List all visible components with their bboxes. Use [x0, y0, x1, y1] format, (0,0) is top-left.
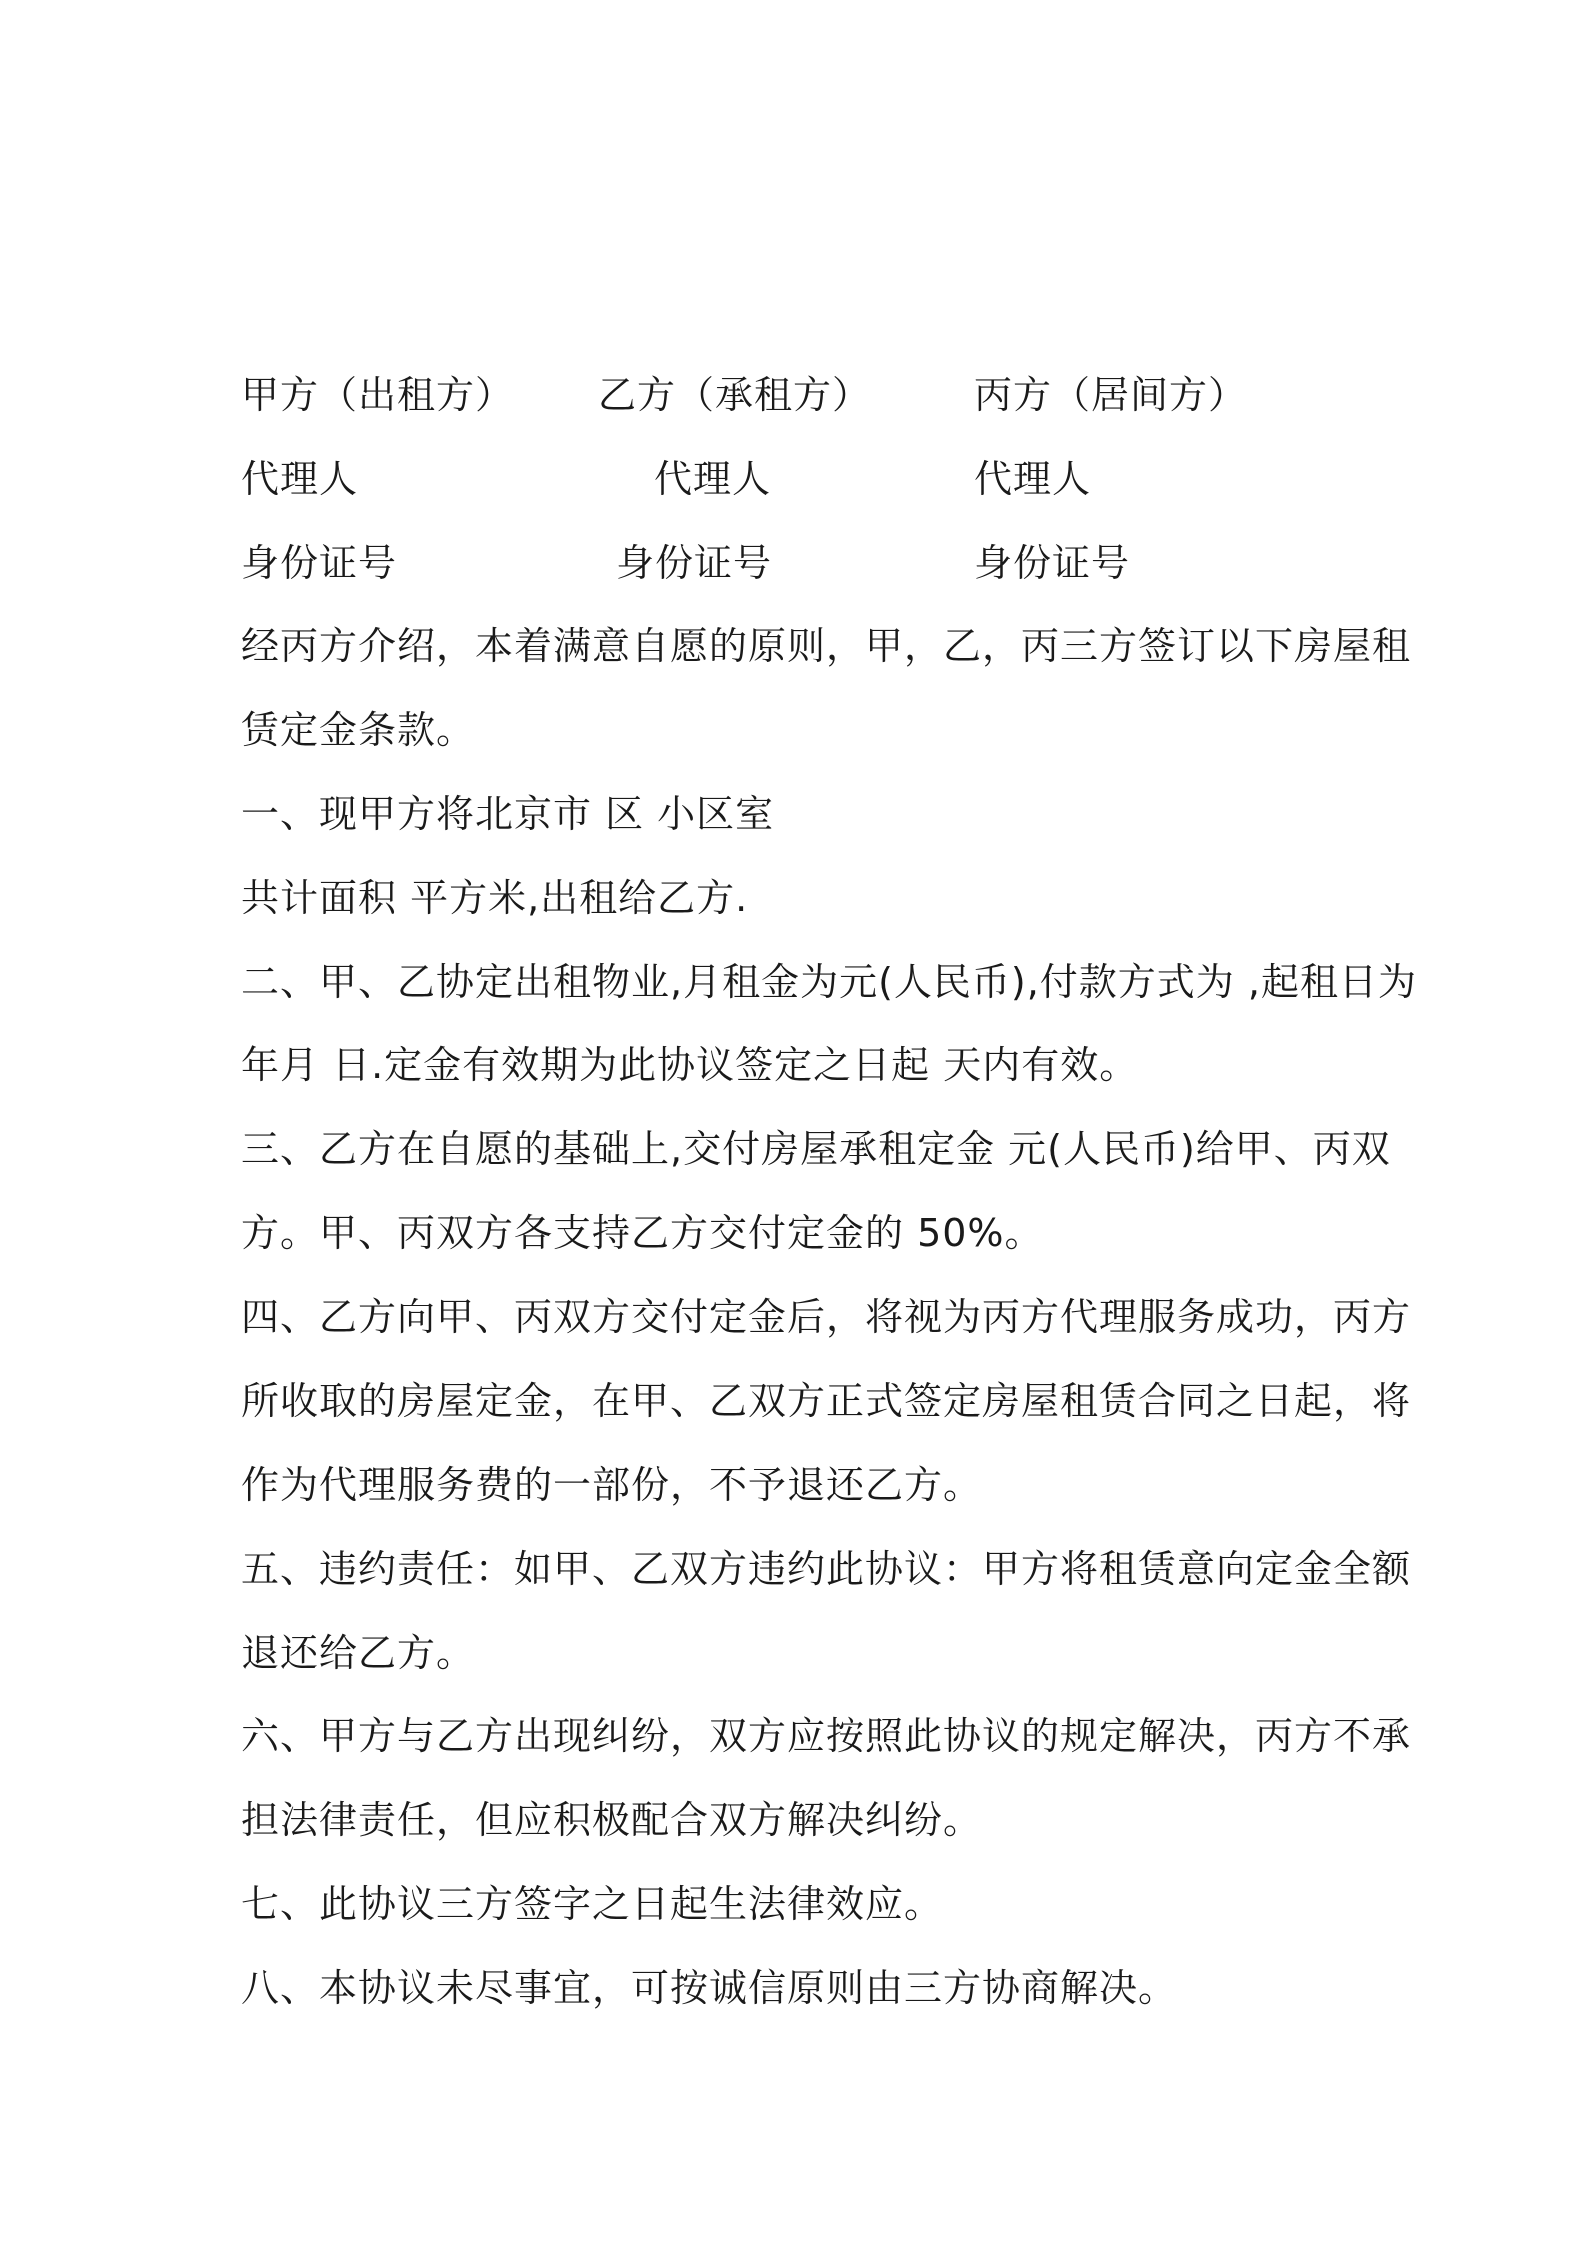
- clause-1-line-1: 一、现甲方将北京市 区 小区室: [241, 792, 775, 836]
- clause-3-line-2: 方。甲、丙双方各支持乙方交付定金的 50%。: [241, 1211, 1044, 1255]
- clause-2-line-2: 年月 日.定金有效期为此协议签定之日起 天内有效。: [241, 1043, 1139, 1087]
- clause-2-line-1: 二、甲、乙协定出租物业,月租金为元(人民币),付款方式为 ,起租日为: [241, 960, 1417, 1004]
- clause-4-line-3: 作为代理服务费的一部份，不予退还乙方。: [241, 1463, 983, 1507]
- party-lessor-label: 甲方（出租方）: [241, 373, 515, 417]
- intro-line-1: 经丙方介绍，本着满意自愿的原则，甲，乙，丙三方签订以下房屋租: [241, 624, 1412, 668]
- clause-1-line-2: 共计面积 平方米,出租给乙方.: [241, 876, 749, 920]
- lessee-agent-label: 代理人: [654, 457, 772, 501]
- clause-5-line-1: 五、违约责任：如甲、乙双方违约此协议：甲方将租赁意向定金全额: [241, 1547, 1412, 1591]
- clause-3-line-1: 三、乙方在自愿的基础上,交付房屋承租定金 元(人民币)给甲、丙双: [241, 1127, 1391, 1171]
- clause-4-line-1: 四、乙方向甲、丙双方交付定金后，将视为丙方代理服务成功，丙方: [241, 1295, 1412, 1339]
- lessor-id-label: 身份证号: [241, 541, 398, 585]
- party-lessee-label: 乙方（承租方）: [598, 373, 872, 417]
- clause-5-line-2: 退还给乙方。: [241, 1631, 476, 1675]
- clause-8-line: 八、本协议未尽事宜，可按诚信原则由三方协商解决。: [241, 1966, 1178, 2010]
- intro-line-2: 赁定金条款。: [241, 708, 476, 752]
- lessee-id-label: 身份证号: [616, 541, 773, 585]
- clause-7-line: 七、此协议三方签字之日起生法律效应。: [241, 1882, 944, 1926]
- clause-6-line-1: 六、甲方与乙方出现纠纷，双方应按照此协议的规定解决，丙方不承: [241, 1714, 1412, 1758]
- clause-6-line-2: 担法律责任，但应积极配合双方解决纠纷。: [241, 1798, 983, 1842]
- lessor-agent-label: 代理人: [241, 457, 359, 501]
- broker-id-label: 身份证号: [974, 541, 1131, 585]
- clause-4-line-2: 所收取的房屋定金，在甲、乙双方正式签定房屋租赁合同之日起，将: [241, 1379, 1412, 1423]
- party-broker-label: 丙方（居间方）: [974, 373, 1248, 417]
- broker-agent-label: 代理人: [974, 457, 1092, 501]
